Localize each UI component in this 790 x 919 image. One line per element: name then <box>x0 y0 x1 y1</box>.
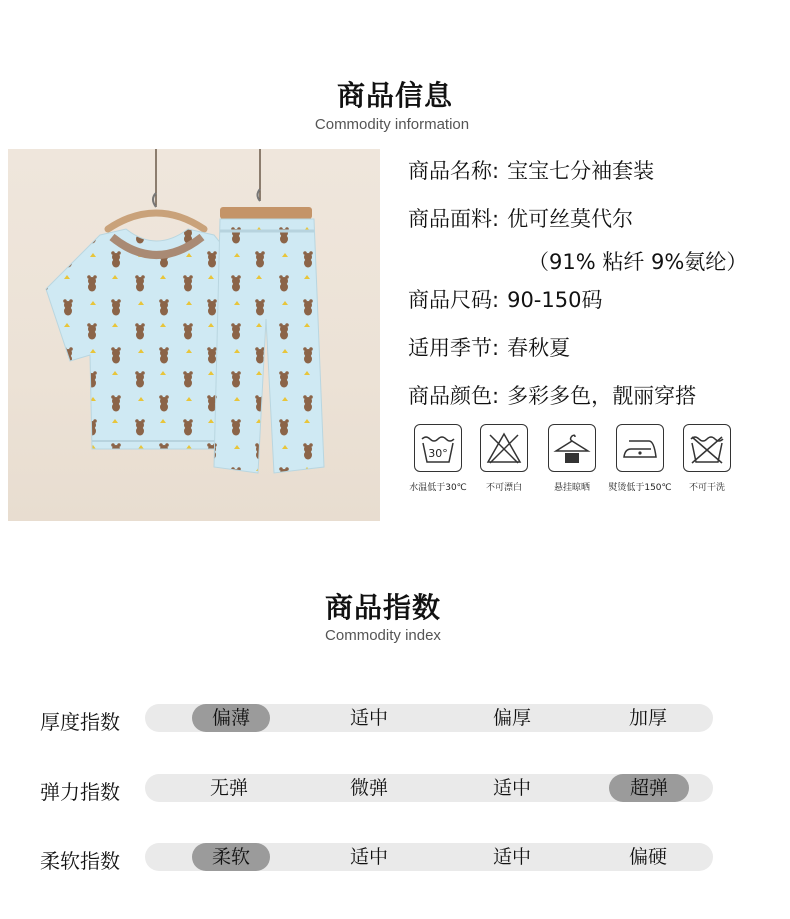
care-item <box>534 424 610 493</box>
care-item <box>602 424 678 493</box>
care-item <box>669 424 745 493</box>
care-caption: 不可干洗 <box>688 483 725 493</box>
info-label: 商品面料: <box>408 207 500 231</box>
care-caption: 水温低于30℃ <box>409 483 467 493</box>
info-value: 宝宝七分袖套装 <box>507 159 655 183</box>
info-value: （91% 粘纤 9%氨纶） <box>528 250 748 274</box>
no-dry-clean-icon <box>683 424 731 472</box>
index-label-softness: 柔软指数 <box>40 849 120 873</box>
index-label-thickness: 厚度指数 <box>40 710 120 734</box>
info-row-fabric-detail <box>528 246 747 276</box>
care-caption: 不可漂白 <box>485 483 522 493</box>
info-row-fabric <box>408 203 633 233</box>
info-value: 优可丝莫代尔 <box>507 207 634 231</box>
index-option: 超弹 <box>609 774 689 802</box>
iron-icon <box>616 424 664 472</box>
info-row-season <box>408 332 570 362</box>
section-subtitle-index: Commodity index <box>325 627 441 644</box>
pajama-set-illustration <box>8 149 380 521</box>
index-option: 偏厚 <box>492 707 531 729</box>
index-option: 偏薄 <box>192 704 270 732</box>
index-option: 柔软 <box>192 843 270 871</box>
section-title-info: 商品信息 <box>336 79 453 112</box>
wash-temp-badge: 30° <box>428 447 448 460</box>
product-photo <box>8 149 380 521</box>
info-row-name <box>408 155 654 185</box>
care-item <box>466 424 542 493</box>
wash-30-icon <box>414 424 462 472</box>
index-option: 加厚 <box>628 707 667 729</box>
index-option: 适中 <box>492 777 531 799</box>
index-option: 适中 <box>349 707 388 729</box>
info-row-size <box>408 284 602 314</box>
care-item <box>400 424 476 493</box>
care-caption: 悬挂晾晒 <box>553 483 590 493</box>
info-value: 90-150码 <box>507 288 603 312</box>
info-label: 适用季节: <box>408 336 500 360</box>
info-label: 商品颜色: <box>408 384 500 408</box>
info-label: 商品尺码: <box>408 288 500 312</box>
index-option: 偏硬 <box>628 846 667 868</box>
index-track-elasticity <box>145 774 713 802</box>
hang-dry-icon <box>548 424 596 472</box>
index-option: 微弹 <box>349 777 388 799</box>
info-value: 多彩多色，靓丽穿搭 <box>507 384 697 408</box>
index-option: 适中 <box>492 846 531 868</box>
info-row-color <box>408 380 696 410</box>
care-caption: 熨烫低于150℃ <box>608 483 672 493</box>
section-title-index: 商品指数 <box>324 591 441 624</box>
index-option: 适中 <box>349 846 388 868</box>
index-label-elasticity: 弹力指数 <box>40 780 120 804</box>
index-option: 无弹 <box>209 777 248 799</box>
index-track-softness <box>145 843 713 871</box>
no-bleach-icon <box>480 424 528 472</box>
info-label: 商品名称: <box>408 159 500 183</box>
section-subtitle-info: Commodity information <box>314 116 470 133</box>
index-track-thickness <box>145 704 713 732</box>
info-value: 春秋夏 <box>507 336 571 360</box>
